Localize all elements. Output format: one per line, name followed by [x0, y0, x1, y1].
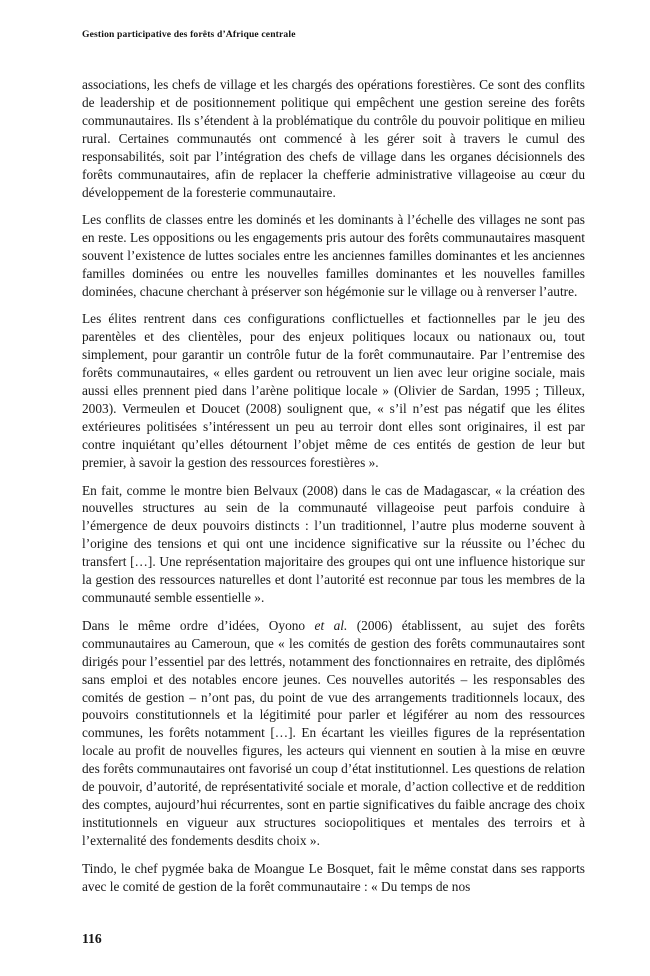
paragraph: En fait, comme le montre bien Belvaux (2008) dans le cas de Madagascar, « la création des nouvelles structures au sein de la communauté villageoise peut parfois conduire à l’émergence de deux pouvoirs distincts : l’un traditionnel, l’autre plus moderne souvent à l’origine des tensions et qui ont une incidence significative sur la réussite ou l’échec du transfert […]. Une représentation majoritaire des groupes qui ont une influence historique sur la gestion des ressources naturelles et dont l’autorité est reconnue par tous les membres de la communauté semble essentielle ». [82, 482, 585, 606]
page-number: 116 [82, 931, 102, 946]
paragraph: associations, les chefs de village et les chargés des opérations forestières. Ce sont des conflits de leadership et de positionnement politique qui empêchent une gestion sereine des forêts communautaires. Ils s’étendent à la problématique du contrôle du pouvoir politique en milieu rural. Certaines communautés ont commencé à les gérer soit à travers le cumul des responsabilités, soit par l’intégration des chefs de village dans les organes décisionnels des forêts communautaires, afin de replacer la chefferie administrative villageoise au cœur du développement de la foresterie communautaire. [82, 77, 585, 200]
paragraph-with-citation: Dans le même ordre d’idées, Oyono et al. (2006) établissent, au sujet des forêts communautaires au Cameroun, que « les comités de gestion des forêts communautaires sont dirigés pour l’essentiel par des lettrés, notamment des fonctionnaires en retraite, des diplômés sans emploi et des notables encore jeunes. Ces nouvelles autorités – les responsables des comités de gestion – n’ont pas, du point de vue des arrangements traditionnels locaux, des pouvoirs constitutionnels et la légitimité pour parler et légiférer au nom des ressources communes, les forêts notamment […]. En écartant les vieilles figures de la représentation locale au profit de nouvelles figures, les acteurs qui viennent en soutien à la mise en œuvre des forêts communautaires ont favorisé un coup d’état institutionnel. Les questions de relation de pouvoir, d’autorité, de représentativité sociale et morale, d’action collective et de reddition des comptes, aujourd’hui récurrentes, sont en partie significatives du faible ancrage des choix institutionnels en vigueur aux structures sociopolitiques et mentales des terroirs et à l’externalité des fondements desdits choix ». [82, 617, 585, 849]
paragraph: Les conflits de classes entre les dominés et les dominants à l’échelle des villages ne sont pas en reste. Les oppositions ou les engagements pris autour des forêts communautaires masquent souvent l’existence de luttes sociales entre les anciennes familles dominantes et les anciennes familles dominées ou entre les nouvelles familles dominantes et les nouvelles familles dominées, chacune cherchant à préserver son hégémonie sur le village ou à renverser l’autre. [82, 212, 585, 299]
running-head: Gestion participative des forêts d’Afrique centrale [82, 29, 296, 40]
body-text-column [82, 76, 585, 895]
paragraph: Les élites rentrent dans ces configurations conflictuelles et factionnelles par le jeu des parentèles et des clientèles, pour des enjeux politiques locaux ou nationaux ou, tout simplement, pour garantir un contrôle futur de la forêt communautaire. Par l’entremise des forêts communautaires, « elles gardent ou retrouvent un lien avec leur origine sociale, mais aussi elles prennent pied dans l’arène politique locale » (Olivier de Sardan, 1995 ; Tilleux, 2003). Vermeulen et Doucet (2008) soulignent que, « s’il n’est pas négatif que les élites extérieures politisées s’intéressent un peu au terroir dont elles sont originaires, il est par contre inquiétant qu’elles détournent l’objet même de ces entités de gestion de leur but premier, à savoir la gestion des ressources forestières ». [82, 311, 585, 471]
paragraph: Tindo, le chef pygmée baka de Moangue Le Bosquet, fait le même constat dans ses rapports avec le comité de gestion de la forêt communautaire : « Du temps de nos [82, 860, 585, 894]
